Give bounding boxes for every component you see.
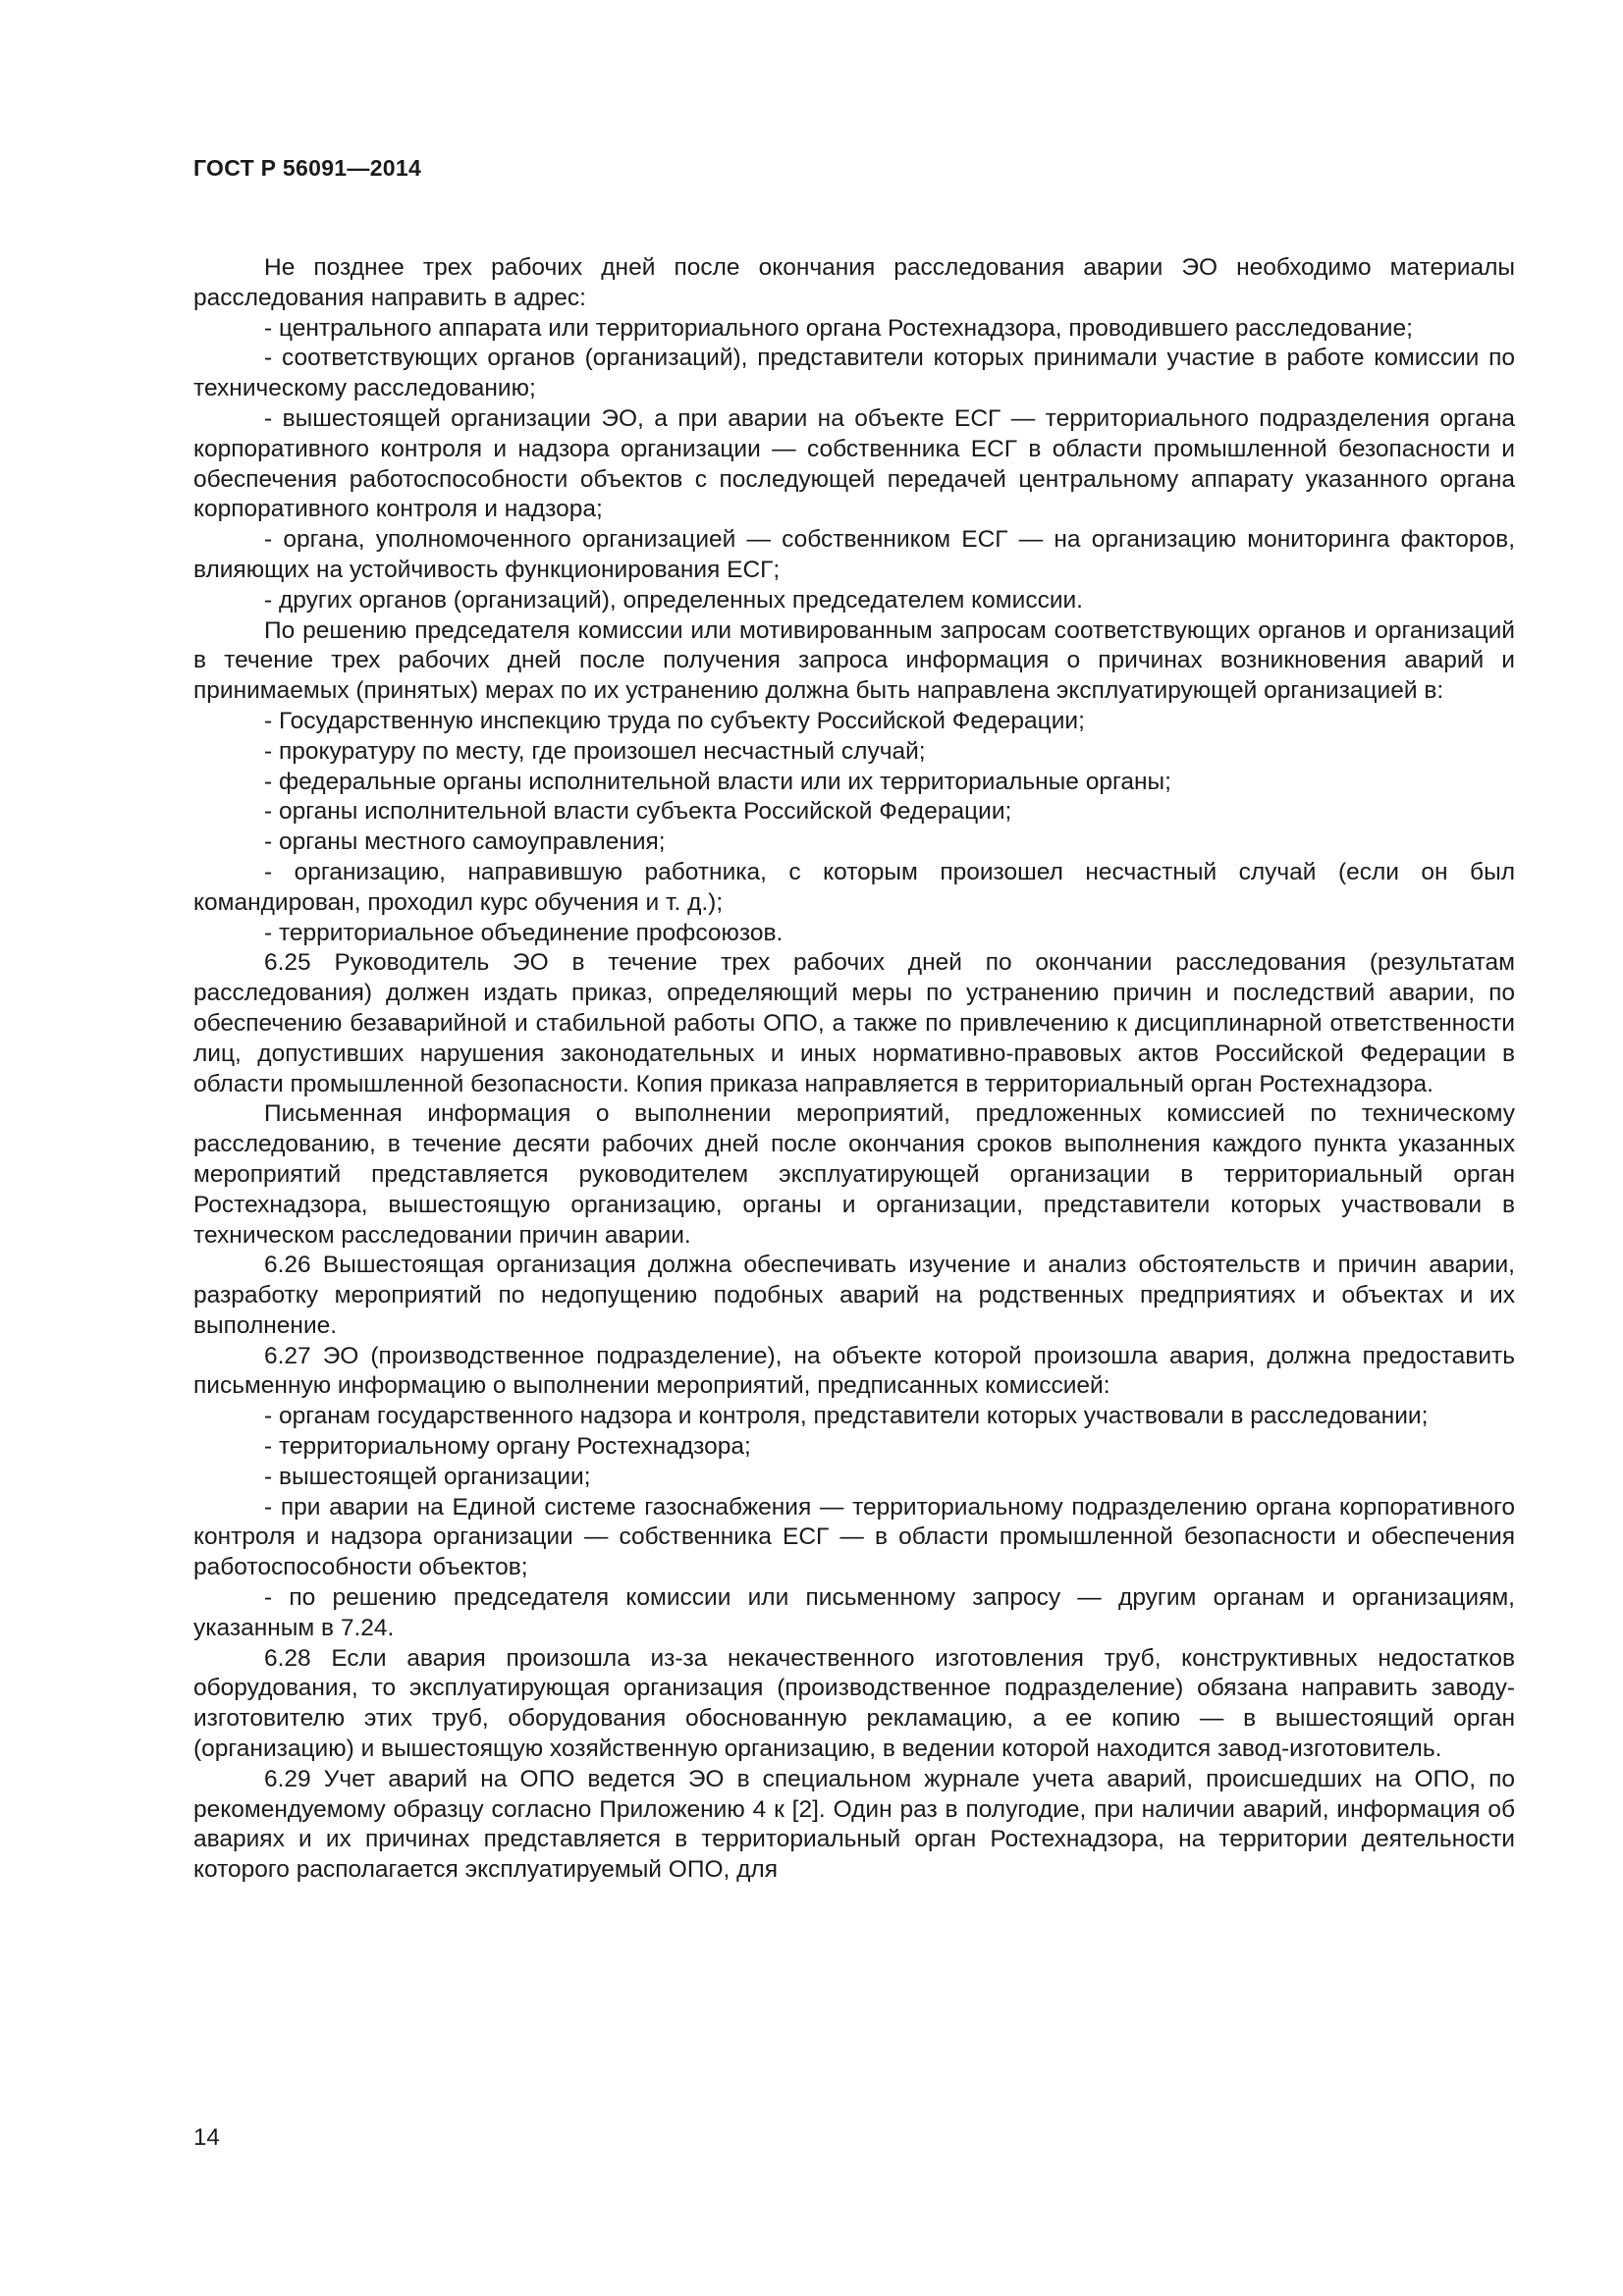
section-6-26: 6.26 Вышестоящая организация должна обеспечивать изучение и анализ обстоятельств и причин аварии, разработку мероприятий по недопущению подобных аварий на родственных предприятиях и объектах и их выполнение. bbox=[193, 1252, 1515, 1339]
document-body bbox=[193, 253, 1515, 1886]
section-6-29: 6.29 Учет аварий на ОПО ведется ЭО в специальном журнале учета аварий, происшедших на ОПО, по рекомендуемому образцу согласно Приложению 4 к [2]. Один раз в полугодие, при наличии аварий, информация об авариях и их причинах представляется в территориальный орган Ростехнадзора, на территории деятельности которого располагается эксплуатируемый ОПО, для bbox=[193, 1765, 1515, 1884]
list-item: - Государственную инспекцию труда по субъекту Российской Федерации; bbox=[264, 707, 1085, 734]
list-item: - вышестоящей организации; bbox=[264, 1463, 591, 1490]
list-item: - других органов (организаций), определенных председателем комиссии. bbox=[264, 586, 1083, 614]
section-6-27: 6.27 ЭО (производственное подразделение), на объекте которой произошла авария, должна предоставить письменную информацию о выполнении мероприятий, предписанных комиссией: bbox=[193, 1342, 1515, 1400]
list-item: - соответствующих органов (организаций), представители которых принимали участие в работе комиссии по техническому расследованию; bbox=[193, 345, 1515, 402]
section-6-25: 6.25 Руководитель ЭО в течение трех рабочих дней по окончании расследования (результатам расследования) должен издать приказ, определяющий меры по устранению причин и последствий аварии, по обеспечению безаварийной и стабильной работы ОПО, а также по привлечению к дисциплинарной ответственности лиц, допустивших нарушения законодательных и иных нормативно-правовых актов Российской Федерации в области промышленной безопасности. Копия приказа направляется в территориальный орган Ростехнадзора. bbox=[193, 949, 1515, 1097]
list-item: - организацию, направившую работника, с которым произошел несчастный случай (если он был командирован, проходил курс обучения и т. д.); bbox=[193, 858, 1515, 916]
list-item: - территориальное объединение профсоюзов. bbox=[264, 919, 784, 946]
paragraph: Не позднее трех рабочих дней после окончания расследования аварии ЭО необходимо материалы расследования направить в адрес: bbox=[193, 254, 1515, 311]
list-item: - органы местного самоуправления; bbox=[264, 828, 666, 856]
section-6-28: 6.28 Если авария произошла из-за некачественного изготовления труб, конструктивных недостатков оборудования, то эксплуатирующая организация (производственное подразделение) обязана направить заводу-изготовителю этих труб, оборудования обоснованную рекламацию, а ее копию — в вышестоящий орган (организацию) и вышестоящую хозяйственную организацию, в ведении которой находится завод-изготовитель. bbox=[193, 1644, 1515, 1763]
list-item: - органа, уполномоченного организацией — собственником ЕСГ — на организацию мониторинга факторов, влияющих на устойчивость функционирования ЕСГ; bbox=[193, 526, 1515, 583]
list-item: - прокуратуру по месту, где произошел несчастный случай; bbox=[264, 737, 926, 765]
list-item: - органы исполнительной власти субъекта Российской Федерации; bbox=[264, 798, 1012, 826]
paragraph: Письменная информация о выполнении мероприятий, предложенных комиссией по техническому расследованию, в течение десяти рабочих дней после окончания сроков выполнения каждого пункта указанных мероприятий представляется руководителем эксплуатирующей организации в территориальный орган Ростехнадзора, вышестоящую организацию, органы и организации, представители которых участвовали в техническом расследовании причин аварии. bbox=[193, 1100, 1515, 1249]
list-item: - при аварии на Единой системе газоснабжения — территориальному подразделению органа корпоративного контроля и надзора организации — собственника ЕСГ — в области промышленной безопасности и обеспечения работоспособности объектов; bbox=[193, 1493, 1515, 1581]
list-item: - федеральные органы исполнительной власти или их территориальные органы; bbox=[264, 768, 1171, 795]
standard-header: ГОСТ Р 56091—2014 bbox=[193, 155, 422, 181]
list-item: - органам государственного надзора и контроля, представители которых участвовали в расследовании; bbox=[264, 1403, 1429, 1430]
list-item: - территориальному органу Ростехнадзора; bbox=[264, 1433, 751, 1461]
page-number: 14 bbox=[193, 2124, 220, 2151]
list-item: - по решению председателя комиссии или письменному запросу — другим органам и организациям, указанным в 7.24. bbox=[193, 1584, 1515, 1641]
list-item: - вышестоящей организации ЭО, а при аварии на объекте ЕСГ — территориального подразделения органа корпоративного контроля и надзора организации — собственника ЕСГ в области промышленной безопасности и обеспечения работоспособности объектов с последующей передачей центральному аппарату указанного органа корпоративного контроля и надзора; bbox=[193, 404, 1515, 523]
list-item: - центрального аппарата или территориального органа Ростехнадзора, проводившего расследование; bbox=[264, 314, 1413, 342]
paragraph: По решению председателя комиссии или мотивированным запросам соответствующих органов и организаций в течение трех рабочих дней после получения запроса информация о причинах возникновения аварий и принимаемых (принятых) мерах по их устранению должна быть направлена эксплуатирующей организацией в: bbox=[193, 616, 1515, 705]
